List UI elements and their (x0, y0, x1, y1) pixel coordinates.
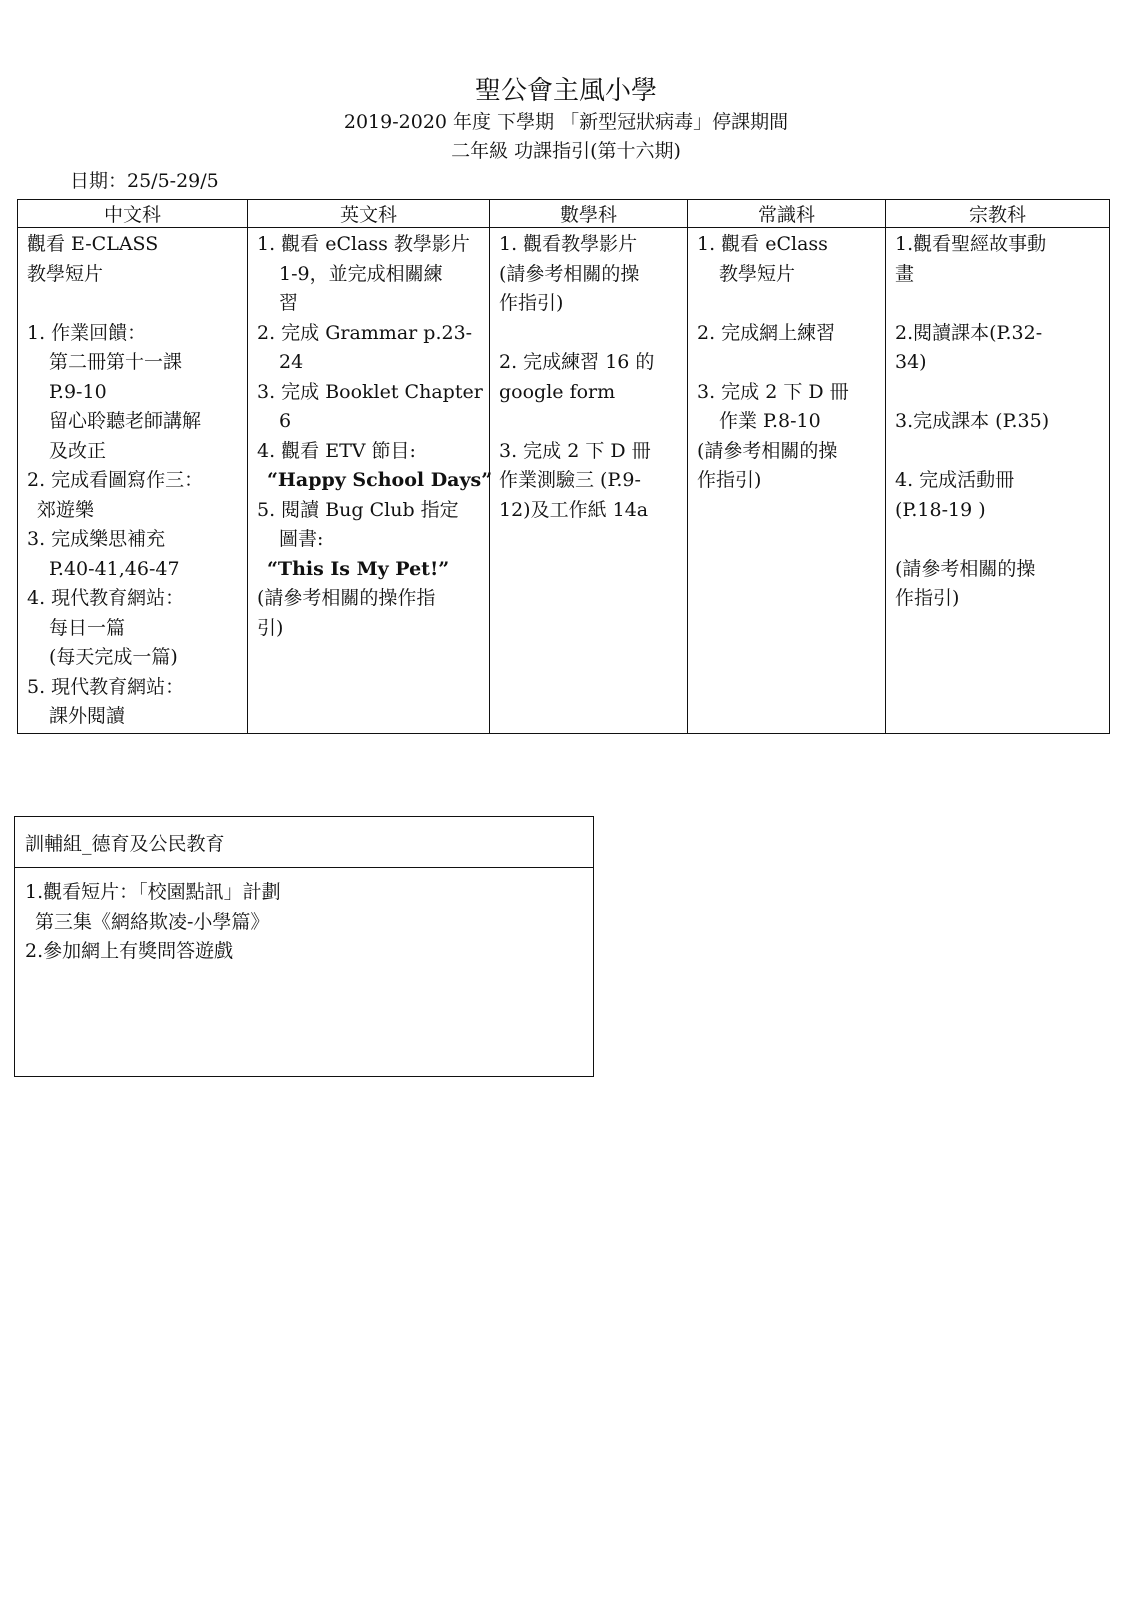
box-line: 1.觀看短片：「校園點訊」計劃 (25, 881, 281, 903)
chinese-line: 2. 完成看圖寫作三： (27, 469, 204, 491)
spacer (895, 437, 1101, 467)
english-line: 1. 觀看 eClass 教學影片 (257, 233, 470, 255)
gs-line: 教學短片 (719, 262, 796, 285)
english-line: 24 (279, 351, 304, 373)
chinese-line: 3. 完成樂思補充 (27, 528, 166, 550)
homework-table (17, 199, 1110, 734)
english-line: 6 (279, 410, 292, 432)
date-range: 日期：25/5-29/5 (70, 170, 219, 192)
math-line: 2. 完成練習 16 的 (499, 351, 655, 373)
spacer (499, 319, 679, 349)
term-title: 2019-2020 年度 下學期 「新型冠狀病毒」停課期間 (343, 111, 789, 133)
header-chinese: 中文科 (18, 200, 248, 228)
cell-general-studies (688, 228, 886, 734)
gs-line: 1. 觀看 eClass (697, 233, 828, 255)
spacer (499, 407, 679, 437)
english-line: 4. 觀看 ETV 節目: (257, 439, 416, 462)
spacer (895, 525, 1101, 555)
math-line: (請參考相關的操 (499, 262, 640, 285)
spacer (895, 378, 1101, 408)
religion-line: (請參考相關的操 (895, 557, 1036, 580)
religion-line: 1.觀看聖經故事動 (895, 233, 1047, 255)
chinese-line: 課外閱讀 (49, 705, 126, 727)
math-line: 3. 完成 2 下 D 冊 (499, 439, 651, 462)
math-line: 作指引) (499, 292, 564, 314)
gs-line: 作業 P.8-10 (719, 410, 821, 432)
gs-line: 3. 完成 2 下 D 冊 (697, 380, 849, 403)
gs-line: 作指引) (697, 469, 762, 491)
chinese-line: 4. 現代教育網站： (27, 587, 185, 609)
cell-math (490, 228, 688, 734)
box-line: 2.參加網上有獎問答遊戲 (25, 940, 234, 962)
chinese-line: 每日一篇 (49, 616, 126, 639)
chinese-line: 觀看 E-CLASS (27, 233, 159, 255)
chinese-line: P.40-41,46-47 (49, 557, 180, 580)
spacer (697, 348, 877, 378)
spacer (895, 289, 1101, 319)
religion-line: 畫 (895, 262, 915, 285)
cell-english (248, 228, 493, 734)
religion-line: 34) (895, 351, 927, 373)
religion-line: 3.完成課本 (P.35) (895, 410, 1050, 432)
box-body (15, 868, 593, 967)
box-title: 訓輔組_德育及公民教育 (15, 817, 593, 868)
gs-line: 2. 完成網上練習 (697, 321, 836, 344)
civic-education-box (14, 816, 594, 1077)
religion-line: (P.18-19 ) (895, 498, 986, 521)
english-line: 1-9，並完成相關練 (279, 262, 443, 285)
math-line: 作業測驗三 (P.9- (499, 469, 641, 491)
religion-line: 作指引) (895, 587, 960, 609)
spacer (27, 289, 239, 319)
cell-religion (886, 228, 1110, 734)
header-english: 英文科 (248, 200, 490, 228)
school-name: 聖公會主風小學 (474, 76, 657, 106)
english-line: “Happy School Days” (267, 469, 493, 491)
math-line: 12)及工作紙 14a (499, 498, 649, 521)
religion-line: 4. 完成活動冊 (895, 469, 1015, 491)
header-religion: 宗教科 (886, 200, 1110, 228)
table-row (18, 228, 1110, 734)
english-line: 5. 閱讀 Bug Club 指定 (257, 498, 459, 521)
math-line: 1. 觀看教學影片 (499, 233, 638, 255)
math-line: google form (499, 380, 616, 403)
chinese-line: 教學短片 (27, 262, 104, 285)
chinese-line: 第二冊第十一課 (49, 351, 183, 373)
english-line: 3. 完成 Booklet Chapter (257, 380, 483, 403)
chinese-line: 5. 現代教育網站： (27, 675, 185, 698)
english-line: “This Is My Pet!” (267, 557, 450, 580)
box-line: 第三集《網絡欺凌-小學篇》 (35, 910, 270, 933)
header-math: 數學科 (490, 200, 688, 228)
chinese-line: P.9-10 (49, 380, 107, 403)
grade-title: 二年級 功課指引(第十六期) (451, 140, 681, 162)
english-line: 引) (257, 616, 284, 639)
english-line: 圖書: (279, 528, 324, 550)
religion-line: 2.閱讀課本(P.32- (895, 321, 1043, 344)
cell-chinese (18, 228, 248, 734)
gs-line: (請參考相關的操 (697, 439, 838, 462)
table-header-row (18, 200, 1110, 228)
chinese-line: 留心聆聽老師講解 (49, 410, 202, 432)
english-line: 習 (279, 292, 299, 314)
chinese-line: 郊遊樂 (37, 498, 95, 521)
chinese-line: 1. 作業回饋： (27, 321, 147, 344)
chinese-line: 及改正 (49, 439, 107, 462)
header-general-studies: 常識科 (688, 200, 886, 228)
chinese-line: (每天完成一篇) (49, 646, 178, 668)
english-line: (請參考相關的操作指 (257, 587, 436, 609)
english-line: 2. 完成 Grammar p.23- (257, 321, 473, 344)
spacer (697, 289, 877, 319)
